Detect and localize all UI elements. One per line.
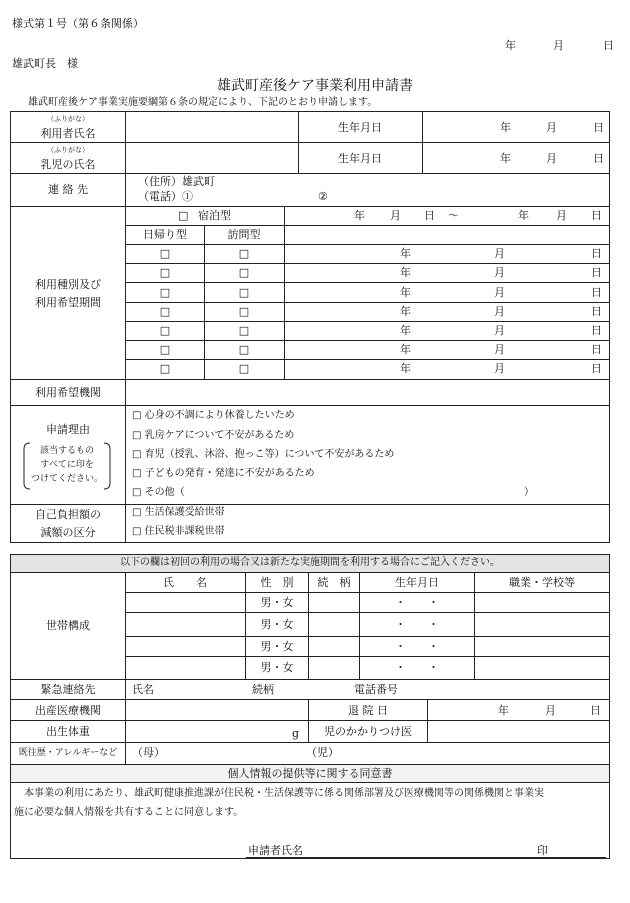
burden-label-line1: 自己負担額の (35, 508, 101, 521)
row-year: 年 (400, 266, 411, 279)
hospital-label: 出産医療機関 (35, 704, 101, 717)
emergency-name-label: 氏名 (132, 683, 154, 696)
reason-option-other[interactable]: □ その他（ (132, 487, 185, 498)
user-birth-day: 日 (593, 121, 604, 134)
form-number: 様式第１号（第６条関係） (12, 17, 144, 30)
row-day: 日 (591, 324, 602, 337)
row-year: 年 (400, 286, 411, 299)
emergency-label: 緊急連絡先 (40, 683, 96, 696)
burden-option-tax-exempt[interactable]: □ 住民税非課税世帯 (132, 526, 225, 537)
reason-option-childcare[interactable]: □ 育児（授乳、沐浴、抱っこ等）について不安があるため (132, 449, 395, 460)
consent-line1: 本事業の利用にあたり、雄武町健康推進課が住民税・生活保護等に係る関係部署及び医療機関等の関係機関と事業実 (24, 788, 544, 799)
furigana-label-infant: （ふりがな） (47, 146, 89, 154)
stay-start-month: 月 (390, 209, 401, 222)
visit-type-checkbox[interactable]: □ (238, 343, 250, 356)
visit-type-checkbox[interactable]: □ (238, 266, 250, 279)
visit-type-header: 訪問型 (227, 228, 261, 241)
doctor-label: 児のかかりつけ医 (324, 725, 412, 738)
discharge-year: 年 (498, 704, 509, 717)
date-year: 年 (505, 39, 516, 52)
col-sex-header: 性 別 (260, 576, 294, 589)
phone-prefix: （電話）① (138, 190, 193, 203)
furigana-label: （ふりがな） (47, 115, 89, 123)
stay-start-day: 日 (424, 209, 435, 222)
signature-label: 申請者氏名 (248, 844, 303, 857)
consent-title: 個人情報の提供等に関する同意書 (227, 767, 393, 780)
sex-option[interactable]: 男・女 (260, 640, 294, 653)
reason-other-close: ） (524, 487, 534, 498)
seal-label: 印 (537, 844, 548, 857)
reason-note-line1: 該当するもの (39, 446, 95, 456)
stay-start-year: 年 (354, 209, 365, 222)
row-day: 日 (591, 343, 602, 356)
row-month: 月 (494, 266, 505, 279)
row-year: 年 (400, 362, 411, 375)
birth-dots: ・ ・ (395, 596, 439, 609)
stay-end-year: 年 (518, 209, 529, 222)
row-day: 日 (591, 362, 602, 375)
user-birth-year: 年 (500, 121, 511, 134)
col-job-header: 職業・学校等 (509, 576, 575, 589)
infant-birth-year: 年 (500, 152, 511, 165)
phone-2-prefix: ② (318, 190, 328, 203)
emergency-phone-label: 電話番号 (354, 683, 398, 696)
row-day: 日 (591, 247, 602, 260)
stay-type-label: 宿泊型 (198, 209, 231, 222)
col-relation-header: 続 柄 (317, 576, 351, 589)
facility-label: 利用希望機関 (35, 386, 101, 399)
usage-label-line2: 利用希望期間 (35, 296, 101, 309)
contact-label: 連 絡 先 (48, 183, 88, 196)
day-type-checkbox[interactable]: □ (159, 305, 171, 318)
infant-birth-label: 生年月日 (338, 152, 382, 165)
col-name-header: 氏 名 (163, 576, 207, 589)
addressee: 雄武町長 様 (12, 57, 78, 70)
emergency-relation-label: 続柄 (252, 683, 274, 696)
usage-label-line1: 利用種別及び (35, 278, 101, 291)
intro-text: 雄武町産後ケア事業実施要綱第６条の規定により、下記のとおり申請します。 (28, 97, 378, 108)
discharge-label: 退 院 日 (348, 704, 388, 717)
second-section-note: 以下の欄は初回の利用の場合又は新たな実施期間を利用する場合にご記入ください。 (120, 557, 500, 568)
burden-label-line2: 減額の区分 (40, 526, 96, 539)
stay-end-day: 日 (591, 209, 602, 222)
row-month: 月 (494, 305, 505, 318)
sex-option[interactable]: 男・女 (260, 661, 294, 674)
burden-option-welfare[interactable]: □ 生活保護受給世帯 (132, 507, 225, 518)
row-month: 月 (494, 324, 505, 337)
reason-note-line3: つけてください。 (30, 474, 104, 484)
user-name-label: 利用者氏名 (40, 127, 96, 140)
row-day: 日 (591, 286, 602, 299)
day-type-header: 日帰り型 (143, 228, 187, 241)
row-year: 年 (400, 324, 411, 337)
date-day: 日 (603, 39, 614, 52)
birth-weight-label: 出生体重 (46, 725, 90, 738)
stay-tilde: ～ (448, 209, 459, 222)
row-day: 日 (591, 266, 602, 279)
row-month: 月 (494, 362, 505, 375)
stay-end-month: 月 (556, 209, 567, 222)
user-birth-label: 生年月日 (338, 121, 382, 134)
mother-label: （母） (132, 746, 165, 759)
household-label: 世帯構成 (46, 619, 90, 632)
infant-birth-month: 月 (546, 152, 557, 165)
visit-type-checkbox[interactable]: □ (238, 286, 250, 299)
sex-option[interactable]: 男・女 (260, 596, 294, 609)
visit-type-checkbox[interactable]: □ (238, 247, 250, 260)
col-birth-header: 生年月日 (395, 576, 439, 589)
sex-option[interactable]: 男・女 (260, 618, 294, 631)
address-prefix: （住所）雄武町 (138, 175, 215, 188)
reason-option-breast[interactable]: □ 乳房ケアについて不安があるため (132, 430, 295, 441)
row-day: 日 (591, 305, 602, 318)
birth-dots: ・ ・ (395, 661, 439, 674)
stay-type-checkbox[interactable]: □ (178, 209, 189, 222)
row-year: 年 (400, 343, 411, 356)
row-year: 年 (400, 247, 411, 260)
page-title: 雄武町産後ケア事業利用申請書 (217, 78, 413, 94)
day-type-checkbox[interactable]: □ (159, 324, 171, 337)
day-type-checkbox[interactable]: □ (159, 286, 171, 299)
reason-option-development[interactable]: □ 子どもの発育・発達に不安があるため (132, 468, 315, 479)
birth-dots: ・ ・ (395, 640, 439, 653)
day-type-checkbox[interactable]: □ (159, 343, 171, 356)
row-month: 月 (494, 343, 505, 356)
visit-type-checkbox[interactable]: □ (238, 324, 250, 337)
row-month: 月 (494, 286, 505, 299)
weight-unit: g (292, 727, 300, 740)
consent-line2: 施に必要な個人情報を共有することに同意します。 (14, 807, 244, 818)
day-type-checkbox[interactable]: □ (159, 266, 171, 279)
day-type-checkbox[interactable]: □ (159, 247, 171, 260)
visit-type-checkbox[interactable]: □ (238, 362, 250, 375)
history-label: 既往歴・アレルギーなど (18, 748, 118, 758)
date-month: 月 (553, 39, 564, 52)
day-type-checkbox[interactable]: □ (159, 362, 171, 375)
discharge-month: 月 (545, 704, 556, 717)
birth-dots: ・ ・ (395, 618, 439, 631)
row-year: 年 (400, 305, 411, 318)
visit-type-checkbox[interactable]: □ (238, 305, 250, 318)
reason-option-rest[interactable]: □ 心身の不調により休養したいため (132, 410, 295, 421)
reason-note-line2: すべてに印を (40, 460, 94, 470)
row-month: 月 (494, 247, 505, 260)
discharge-day: 日 (590, 704, 601, 717)
infant-name-label: 乳児の氏名 (40, 158, 96, 171)
child-label: （児） (306, 746, 339, 759)
infant-birth-day: 日 (593, 152, 604, 165)
user-birth-month: 月 (546, 121, 557, 134)
reason-label: 申請理由 (46, 423, 90, 436)
